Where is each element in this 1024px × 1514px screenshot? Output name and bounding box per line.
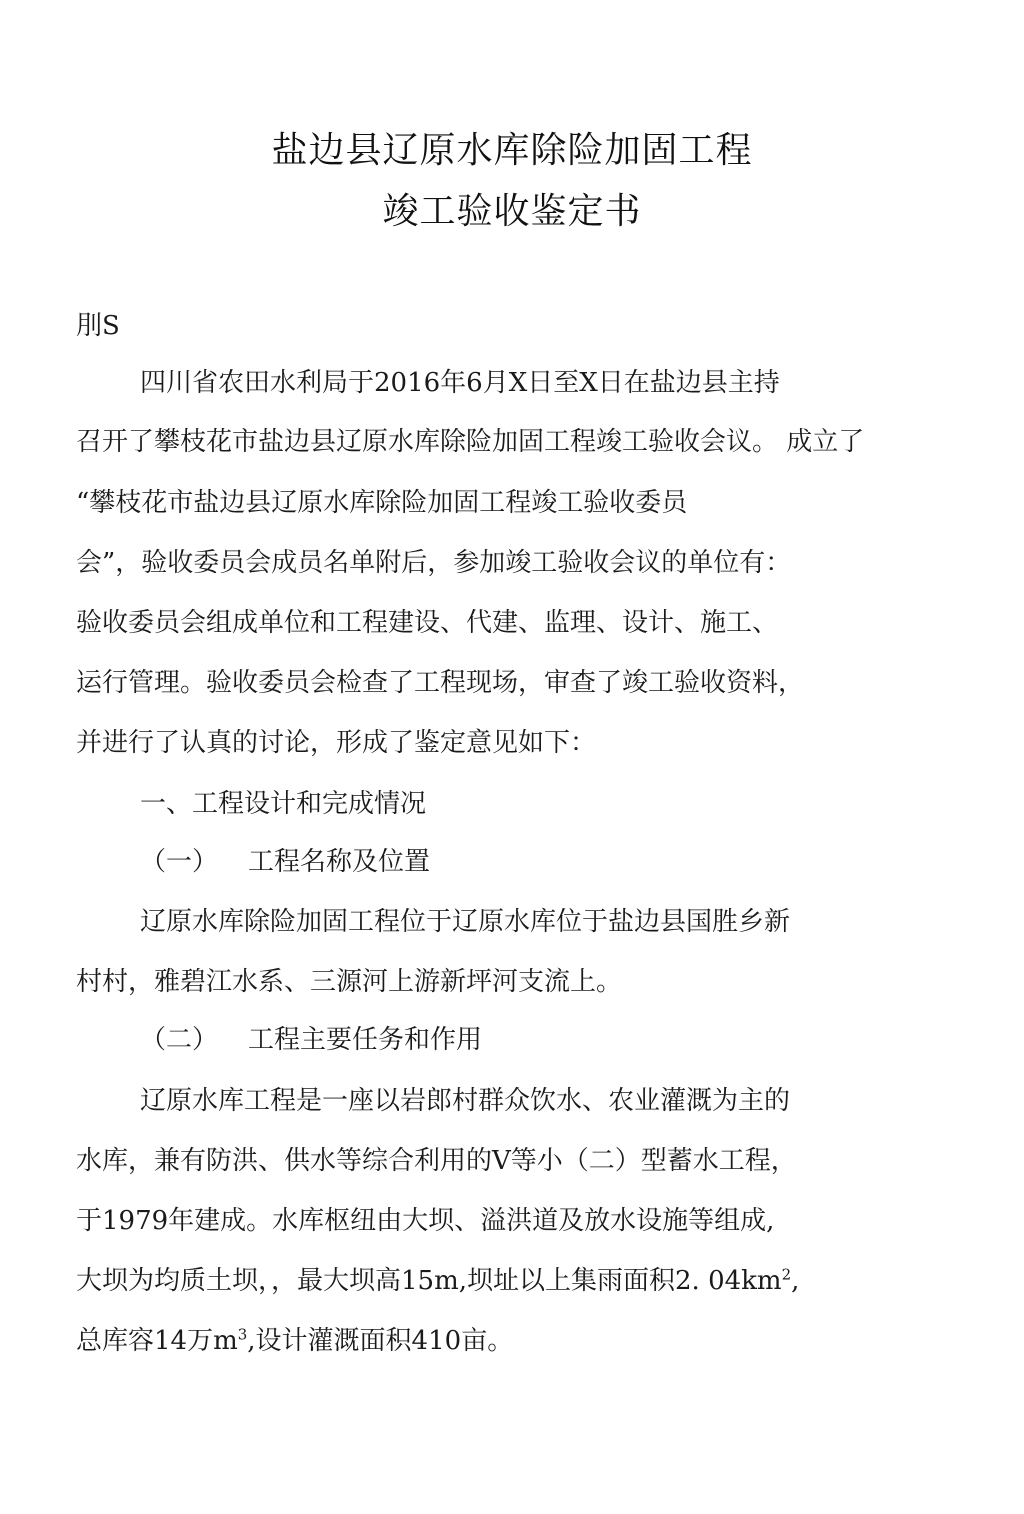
dam-line bbox=[76, 1266, 799, 1296]
dam-area-exponent: 2 bbox=[781, 1265, 792, 1284]
intro-line-2: 召开了攀枝花市盐边县辽原水库除险加固工程竣工验收会议。 成立了 bbox=[76, 427, 865, 457]
location-line-2: 村村，雅碧江水系、三源河上游新坪河支流上。 bbox=[76, 967, 623, 997]
document-title-line2: 竣工验收鉴定书 bbox=[382, 191, 642, 232]
task-line-3: 于1979年建成。水库枢纽由大坝、溢洪道及放水设施等组成, bbox=[76, 1206, 775, 1236]
document-title-line1: 盐边县辽原水库除险加固工程 bbox=[271, 130, 753, 171]
subsection1-label: （一） bbox=[140, 847, 219, 877]
intro-line-7: 并进行了认真的讨论，形成了鉴定意见如下： bbox=[76, 728, 597, 758]
intro-line-6: 运行管理。验收委员会检查了工程现场，审查了竣工验收资料， bbox=[76, 668, 805, 698]
subsection2-label: （二） bbox=[140, 1025, 219, 1055]
capacity-line-text: 总库容14万m bbox=[76, 1326, 238, 1356]
intro-line-1: 四川省农田水利局于2016年6月X日至X日在盐边县主持 bbox=[140, 368, 780, 398]
task-line-1: 辽原水库工程是一座以岩郎村群众饮水、农业灌溉为主的 bbox=[140, 1086, 791, 1116]
task-line-2: 水库，兼有防洪、供水等综合利用的V等小（二）型蓄水工程， bbox=[76, 1146, 797, 1176]
capacity-line-tail: ,设计灌溉面积410亩。 bbox=[247, 1326, 514, 1356]
subsection2-title: 工程主要任务和作用 bbox=[248, 1025, 483, 1055]
intro-line-4: 会”，验收委员会成员名单附后，参加竣工验收会议的单位有： bbox=[76, 548, 792, 578]
capacity-line bbox=[76, 1326, 513, 1356]
dam-line-text: 大坝为均质土坝，，最大坝高15m,坝址以上集雨面积2. 04km bbox=[76, 1266, 782, 1296]
location-line-1: 辽原水库除险加固工程位于辽原水库位于盐边县国胜乡新 bbox=[140, 907, 791, 937]
intro-line-5: 验收委员会组成单位和工程建设、代建、监理、设计、施工、 bbox=[76, 608, 779, 638]
preface-label: 刖S bbox=[76, 311, 120, 341]
dam-line-tail: , bbox=[791, 1266, 800, 1296]
intro-line-3: “攀枝花市盐边县辽原水库除险加固工程竣工验收委员 bbox=[76, 488, 688, 518]
capacity-volume-exponent: 3 bbox=[237, 1325, 248, 1344]
subsection1-title: 工程名称及位置 bbox=[248, 847, 431, 877]
section1-heading: 一、工程设计和完成情况 bbox=[140, 789, 427, 819]
